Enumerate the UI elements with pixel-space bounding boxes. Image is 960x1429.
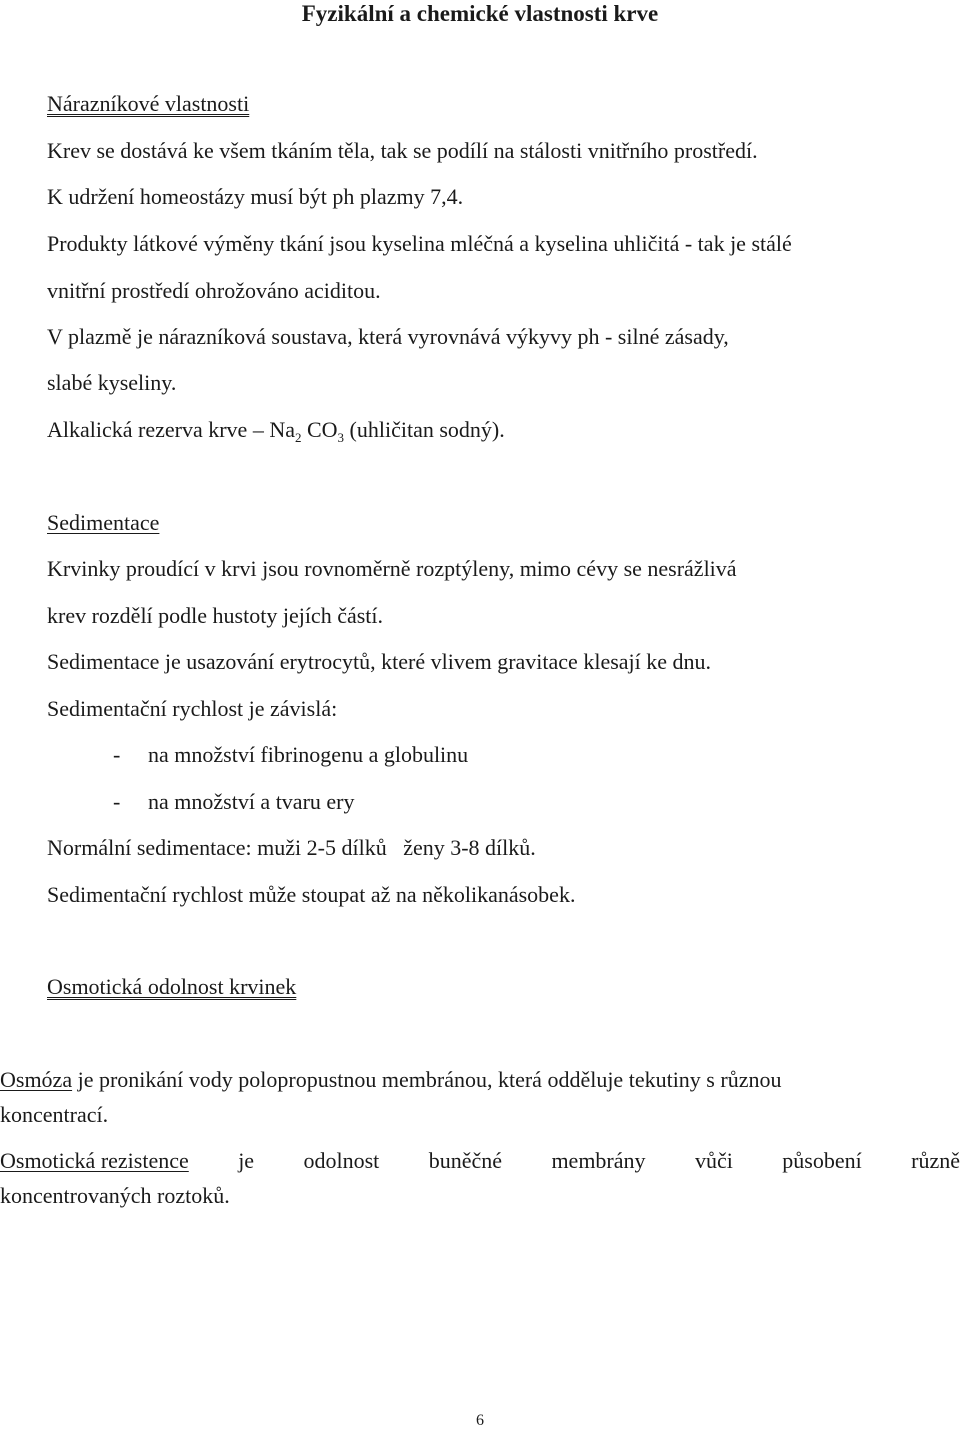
osmoza-term: Osmóza <box>0 1067 73 1092</box>
rezistence-word: vůči <box>694 1148 733 1173</box>
list-item: na množství a tvaru ery <box>148 789 355 814</box>
paragraph-line: krev rozdělí podle hustoty jejích částí. <box>47 603 384 628</box>
paragraph-line: Produkty látkové výměny tkání jsou kyselina mléčná a kyselina uhličitá - tak je stálé <box>47 231 792 256</box>
list-item: na množství fibrinogenu a globulinu <box>148 742 469 767</box>
normal-sedimentation: Normální sedimentace: muži 2-5 dílků ženy 3-8 dílků. <box>47 835 536 860</box>
alkali-suffix: (uhličitan sodný). <box>344 417 505 442</box>
rezistence-word: buněčné <box>428 1148 503 1173</box>
rezistence-term: Osmotická rezistence <box>0 1148 189 1173</box>
rezistence-word: různě <box>911 1148 960 1173</box>
heading-narazniky: Nárazníkové vlastnosti <box>47 91 250 116</box>
subscript-3: 3 <box>337 430 345 445</box>
paragraph-line: Sedimentace je usazování erytrocytů, které vlivem gravitace klesají ke dnu. <box>47 649 712 674</box>
paragraph-line: K udržení homeostázy musí být ph plazmy 7,4. <box>47 184 464 209</box>
heading-osmoticka: Osmotická odolnost krvinek <box>47 974 297 999</box>
paragraph-line: Sedimentační rychlost je závislá: <box>47 696 338 721</box>
rezistence-word: je <box>238 1148 255 1173</box>
paragraph-line: koncentrací. <box>0 1102 109 1127</box>
heading-sedimentace: Sedimentace <box>47 510 160 535</box>
alkali-reserve-line <box>47 417 505 445</box>
osmoza-text: je pronikání vody polopropustnou membránou, která odděluje tekutiny s různou <box>72 1067 782 1092</box>
page-title: Fyzikální a chemické vlastnosti krve <box>301 1 659 26</box>
bullet-mark: - <box>113 789 121 814</box>
rezistence-word: odolnost <box>303 1148 380 1173</box>
paragraph-line: slabé kyseliny. <box>47 370 177 395</box>
paragraph-line: vnitřní prostředí ohrožováno aciditou. <box>47 278 381 303</box>
alkali-co: CO <box>301 417 338 442</box>
subscript-2: 2 <box>294 430 302 445</box>
osmoza-line <box>0 1069 781 1091</box>
paragraph-line: koncentrovaných roztoků. <box>0 1183 230 1208</box>
rezistence-word: membrány <box>551 1148 646 1173</box>
rezistence-line <box>0 1150 960 1172</box>
rezistence-word: působení <box>782 1148 862 1173</box>
paragraph-line: Krev se dostává ke všem tkáním těla, tak se podílí na stálosti vnitřního prostředí. <box>47 138 758 163</box>
paragraph-line: Krvinky proudící v krvi jsou rovnoměrně rozptýleny, mimo cévy se nesrážlivá <box>47 556 737 581</box>
alkali-prefix: Alkalická rezerva krve – Na <box>47 417 295 442</box>
paragraph-line: V plazmě je nárazníková soustava, která vyrovnává výkyvy ph - silné zásady, <box>47 324 729 349</box>
bullet-mark: - <box>113 742 121 767</box>
sedimentation-rise: Sedimentační rychlost může stoupat až na několikanásobek. <box>47 882 576 907</box>
page-number: 6 <box>476 1412 484 1429</box>
